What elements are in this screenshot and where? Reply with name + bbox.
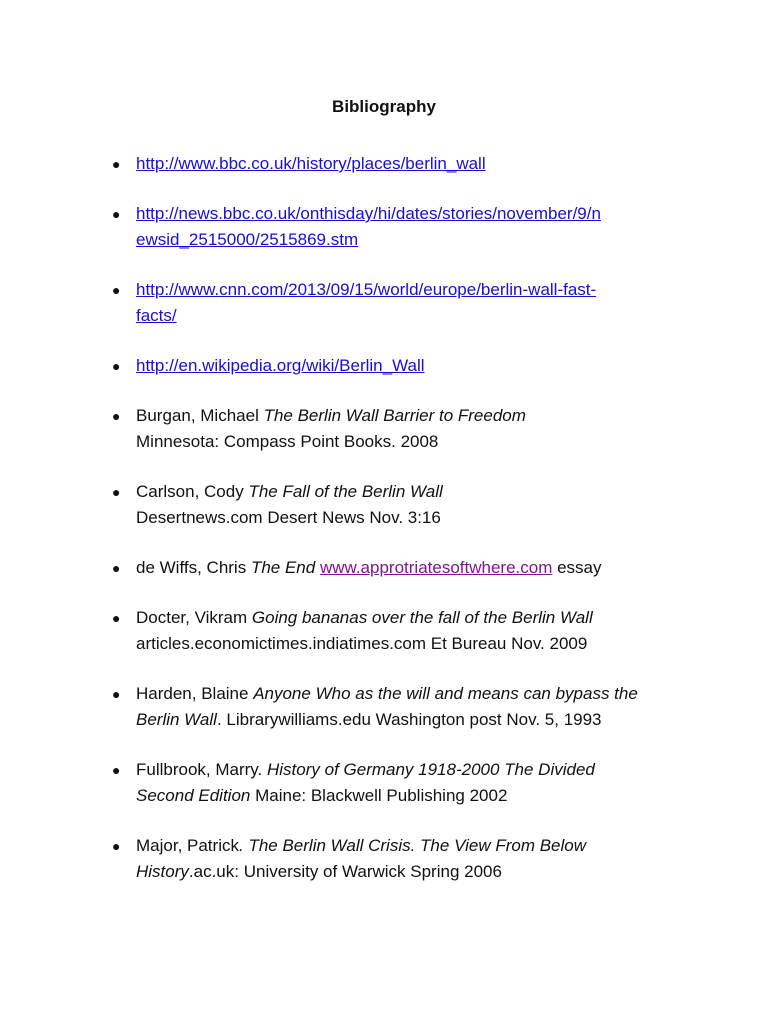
link-bbc-history[interactable]: http://www.bbc.co.uk/history/places/berlin_wall [136,154,486,173]
entry-docter-line-2: articles.economictimes.indiatimes.com Et Bureau Nov. 2009 [136,634,588,653]
entry-major-line-2 [136,859,680,885]
entry-title: Anyone Who as the will and means can bypass the [253,684,638,703]
entry-major-line-1 [136,833,680,859]
entry-title: The Berlin Wall Crisis. The View From Below [243,836,587,855]
link-wikipedia[interactable]: http://en.wikipedia.org/wiki/Berlin_Wall [136,356,425,375]
entry-docter-line-1 [136,605,680,631]
page-title: Bibliography [332,97,436,116]
entry-harden-line-2 [136,707,680,733]
entry-author: Docter, Vikram [136,608,252,627]
entry-author-dot: . [238,836,244,855]
entry-title: The End [250,558,316,577]
bullet-icon: ● [112,408,121,424]
entry-title: History of Germany 1918-2000 The Divided [267,760,595,779]
link-approtriatesoftwhere[interactable]: www.approtriatesoftwhere.com [319,558,553,577]
link-bbc-news-line-2: ewsid_2515000/2515869.stm [136,230,359,249]
list-item-wikipedia [0,353,768,379]
entry-title: The Berlin Wall Barrier to Freedom [263,406,526,425]
bibliography-list [0,151,768,909]
entry-fullbrook-line-2 [136,783,680,809]
list-item-harden [0,681,768,733]
bullet-icon: ● [112,282,121,298]
bullet-icon: ● [112,206,121,222]
list-item-carlson [0,479,768,531]
entry-burgan-line-2: Minnesota: Compass Point Books. 2008 [136,432,439,451]
link-cnn-line-1: http://www.cnn.com/2013/09/15/world/europe/berlin-wall-fast- [136,280,597,299]
list-item-bbc-news [0,201,768,253]
entry-harden-line-1 [136,681,680,707]
entry-burgan-line-1 [136,403,680,429]
entry-publisher: .ac.uk: University of Warwick Spring 2006 [188,862,502,881]
bullet-icon: ● [112,358,121,374]
entry-title-cont: Berlin Wall [136,710,217,729]
link-bbc-news-line-1: http://news.bbc.co.uk/onthisday/hi/dates/stories/november/9/n [136,204,601,223]
list-item-dewiffs [0,555,768,581]
bullet-icon: ● [112,686,121,702]
entry-title-cont: Second Edition [136,786,251,805]
entry-suffix: essay [552,558,602,577]
link-bbc-news[interactable] [136,201,680,253]
bullet-icon: ● [112,560,121,576]
list-item-bbc-history [0,151,768,177]
bullet-icon: ● [112,156,121,172]
entry-dewiffs-line-1 [136,555,680,581]
entry-author: Fullbrook, Marry. [136,760,267,779]
entry-carlson-line-2: Desertnews.com Desert News Nov. 3:16 [136,508,441,527]
list-item-docter [0,605,768,657]
list-item-fullbrook [0,757,768,809]
entry-title: The Fall of the Berlin Wall [248,482,443,501]
entry-publisher: Maine: Blackwell Publishing 2002 [250,786,508,805]
entry-carlson-line-1 [136,479,680,505]
bullet-icon: ● [112,762,121,778]
bullet-icon: ● [112,484,121,500]
entry-title-cont: History [136,862,189,881]
bullet-icon: ● [112,610,121,626]
list-item-burgan [0,403,768,455]
link-cnn-line-2: facts/ [136,306,177,325]
entry-author: Burgan, Michael [136,406,264,425]
bullet-icon: ● [112,838,121,854]
entry-publisher: . Librarywilliams.edu Washington post Nov. 5, 1993 [216,710,602,729]
list-item-major [0,833,768,885]
link-cnn[interactable] [136,277,680,329]
entry-author: Major, Patrick [136,836,239,855]
entry-fullbrook-line-1 [136,757,680,783]
entry-author: Harden, Blaine [136,684,254,703]
list-item-cnn [0,277,768,329]
entry-author: de Wiffs, Chris [136,558,251,577]
entry-title: Going bananas over the fall of the Berlin Wall [251,608,593,627]
entry-author: Carlson, Cody [136,482,249,501]
